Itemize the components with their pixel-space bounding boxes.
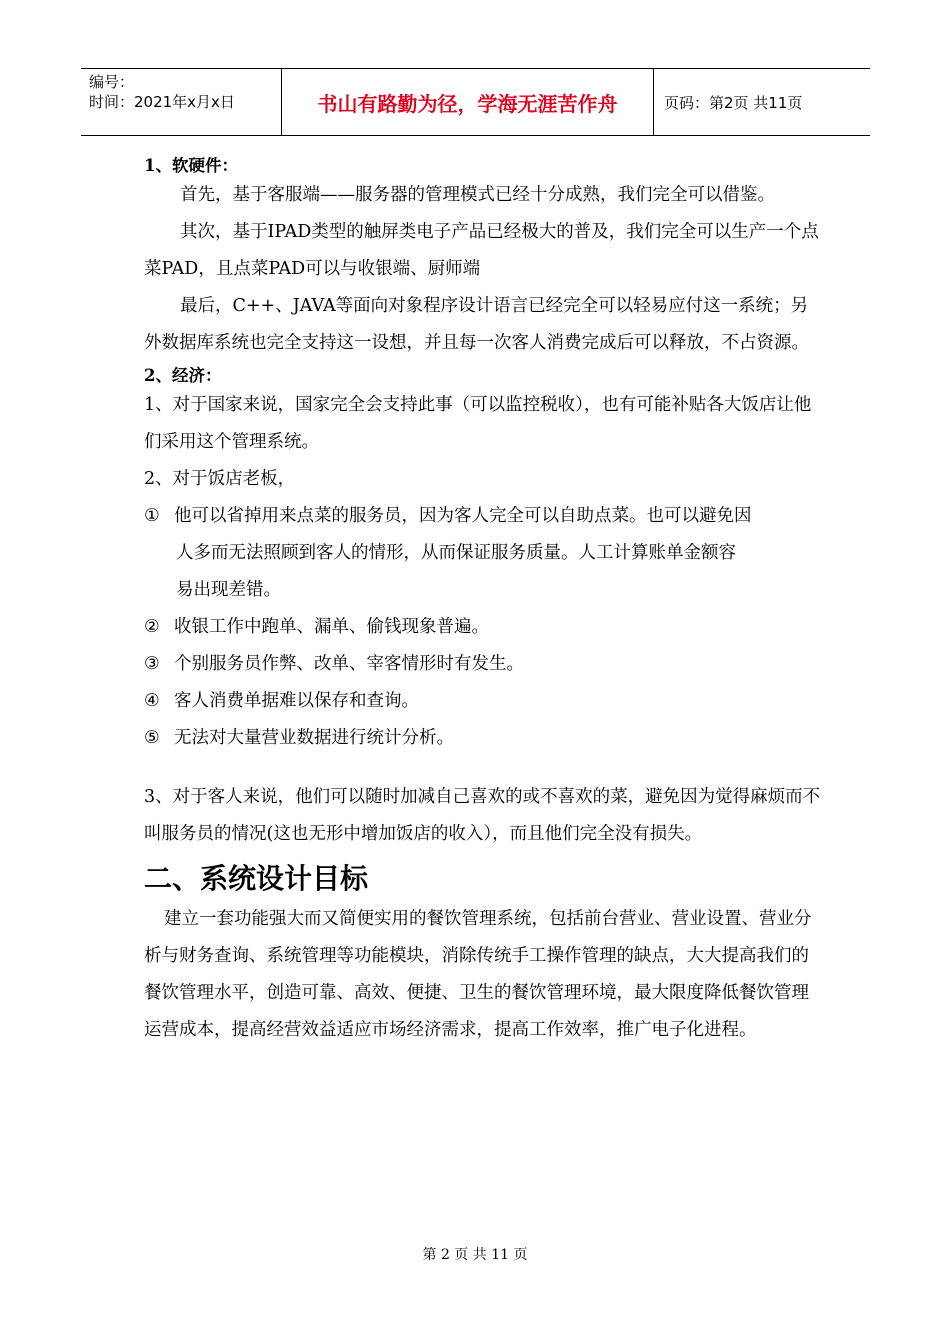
document-body xyxy=(144,152,824,1049)
list-marker: ③ xyxy=(144,654,160,674)
header-meta xyxy=(81,69,282,135)
list-text: 个别服务员作弊、改单、宰客情形时有发生。 xyxy=(174,654,524,674)
list-marker: ② xyxy=(144,617,160,637)
paragraph: 1、对于国家来说，国家完全会支持此事（可以监控税收），也有可能补贴各大饭店让他们采用这个管理系统。 xyxy=(144,395,812,452)
number-label: 编号： xyxy=(89,73,135,91)
list-item xyxy=(144,498,824,535)
list-item xyxy=(144,609,824,646)
paragraph: 其次，基于IPAD类型的触屏类电子产品已经极大的普及，我们完全可以生产一个点菜PAD，且点菜PAD可以与收银端、厨师端 xyxy=(144,222,819,279)
header-motto: 书山有路勤为径，学海无涯苦作舟 xyxy=(282,69,654,135)
list-text: 他可以省掉用来点菜的服务员，因为客人完全可以自助点菜。也可以避免因 xyxy=(174,506,752,526)
list-marker: ⑤ xyxy=(144,728,160,748)
section-heading-hardware: 1、软硬件： xyxy=(144,156,238,175)
list-marker: ① xyxy=(144,506,160,526)
list-item xyxy=(144,683,824,720)
page-header xyxy=(81,68,870,136)
paragraph: 2、对于饭店老板， xyxy=(144,469,296,489)
list-text-continued: 易出现差错。 xyxy=(176,580,281,600)
section-title: 二、系统设计目标 xyxy=(144,862,369,895)
list-item xyxy=(144,646,824,683)
list-marker: ④ xyxy=(144,691,160,711)
paragraph: 建立一套功能强大而又简便实用的餐饮管理系统，包括前台营业、营业设置、营业分析与财务查询、系统管理等功能模块，消除传统手工操作管理的缺点，大大提高我们的餐饮管理水平，创造可靠、高效、便捷、卫生的餐饮管理环境，最大限度降低餐饮管理运营成本，提高经营效益适应市场经济需求，提高工作效率，推广电子化进程。 xyxy=(144,909,812,1040)
time-label: 时间：2021年x月x日 xyxy=(89,93,235,111)
section-heading-economy: 2、经济： xyxy=(144,366,222,385)
header-page-info: 页码：第2页 共11页 xyxy=(664,93,803,112)
list-text: 无法对大量营业数据进行统计分析。 xyxy=(174,728,454,748)
list-item xyxy=(144,720,824,757)
list-text: 收银工作中跑单、漏单、偷钱现象普遍。 xyxy=(174,617,489,637)
list-text-continued: 人多而无法照顾到客人的情形，从而保证服务质量。人工计算账单金额容 xyxy=(176,543,736,563)
list-text: 客人消费单据难以保存和查询。 xyxy=(174,691,419,711)
paragraph: 最后，C++、JAVA等面向对象程序设计语言已经完全可以轻易应付这一系统；另外数据库系统也完全支持这一设想，并且每一次客人消费完成后可以释放，不占资源。 xyxy=(144,296,809,353)
paragraph: 3、对于客人来说，他们可以随时加减自己喜欢的或不喜欢的菜，避免因为觉得麻烦而不叫服务员的情况(这也无形中增加饭店的收入），而且他们完全没有损失。 xyxy=(144,787,821,844)
paragraph: 首先，基于客服端——服务器的管理模式已经十分成熟，我们完全可以借鉴。 xyxy=(180,185,775,205)
page-footer: 第 2 页 共 11 页 xyxy=(422,1247,528,1263)
spacer xyxy=(144,757,824,779)
